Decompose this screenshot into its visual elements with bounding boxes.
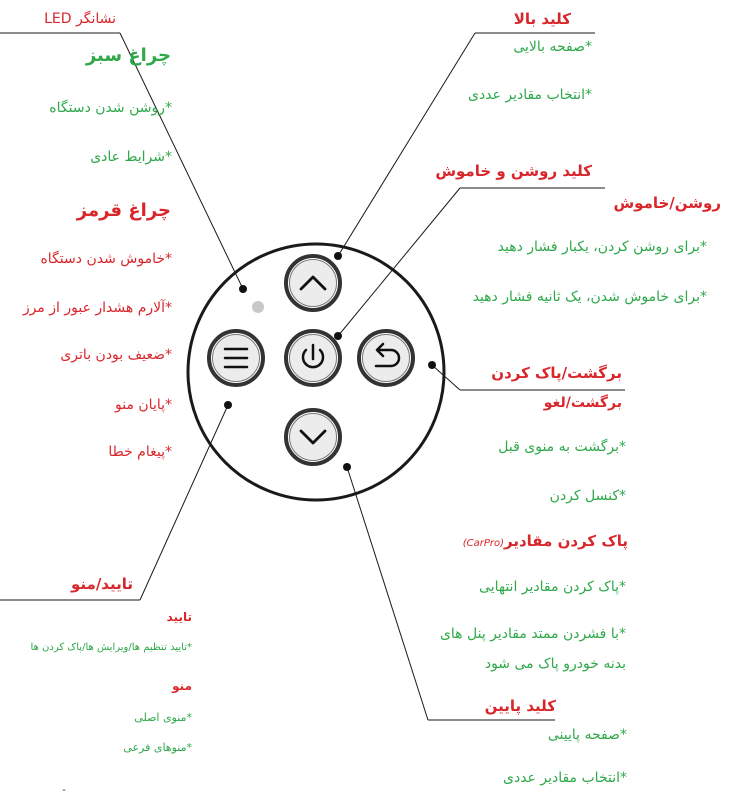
power-key-subtitle: روشن/خاموش [613,194,721,212]
red-item-3: *ضعیف بودن باتری [60,347,172,363]
led-pointer-dot [239,285,247,293]
clear-title [463,534,628,549]
clear-item-1: *پاک کردن مقادیر انتهایی [479,579,626,595]
down-key-item-1: *صفحه پایینی [547,727,627,743]
power-key-leader-line [338,188,460,336]
cancel-title: برگشت/لغو [543,395,622,411]
down-key-item-2: *انتخاب مقادیر عددی [503,770,627,786]
green-light-title: چراغ سبز [85,45,171,66]
up-button[interactable] [286,256,340,310]
red-light-title: چراغ قرمز [76,200,171,221]
down-key-title: کلید پایین [484,697,556,715]
menu-confirm-button[interactable] [209,331,263,385]
down-key-leader-line [347,467,428,720]
power-key-title: کلید روشن و خاموش [435,162,592,180]
back-pointer-dot [428,361,436,369]
up-pointer-dot [334,252,342,260]
cancel-item-1: *برگشت به منوی قبل [498,439,626,455]
menu-item-1: *منوی اصلی [134,711,192,724]
menu-key-title: تایید/منو [71,575,133,593]
cancel-item-2: *کنسل کردن [549,488,626,504]
menu-title: منو [172,679,192,693]
down-pointer-dot [343,463,351,471]
led-indicator [252,301,264,313]
confirm-title: تایید [166,610,192,624]
power-key-item-2: *برای خاموش شدن، یک ثانیه فشار دهید [472,289,707,305]
led-title: نشانگر LED [44,11,116,27]
green-item-2: *شرایط عادی [90,149,172,165]
red-item-5: *پیغام خطا [108,444,172,460]
back-key-leader-line [432,365,460,390]
power-key-item-1: *برای روشن کردن، یکبار فشار دهید [497,239,707,255]
red-item-4: *پایان منو [114,397,172,413]
power-button[interactable] [286,331,340,385]
up-key-leader-line [338,33,475,256]
clear-title-note: (CarPro) [462,538,504,549]
red-item-1: *خاموش شدن دستگاه [40,251,172,267]
menu-pointer-dot [224,401,232,409]
green-item-1: *روشن شدن دستگاه [49,100,172,116]
down-button[interactable] [286,410,340,464]
clear-item-2: *با فشردن ممتد مقادیر پنل های [439,626,626,642]
clear-item-3: بدنه خودرو پاک می شود [484,656,626,672]
power-pointer-dot [334,332,342,340]
red-item-2: *آلارم هشدار عبور از مرز [22,300,172,316]
back-key-title: برگشت/پاک کردن [491,364,622,382]
back-clear-button[interactable] [359,331,413,385]
confirm-item: *تایید تنظیم ها/ویرایش ها/پاک کردن ها [30,642,192,653]
up-key-item-2: *انتخاب مقادیر عددی [468,87,592,103]
footer-mark: - [62,783,66,796]
clear-title-text: پاک کردن مقادیر [504,532,628,550]
up-key-item-1: *صفحه بالایی [513,39,592,55]
up-key-title: کلید بالا [513,10,571,28]
menu-item-2: *منوهای فرعی [123,741,192,754]
menu-key-leader-line [140,405,228,600]
